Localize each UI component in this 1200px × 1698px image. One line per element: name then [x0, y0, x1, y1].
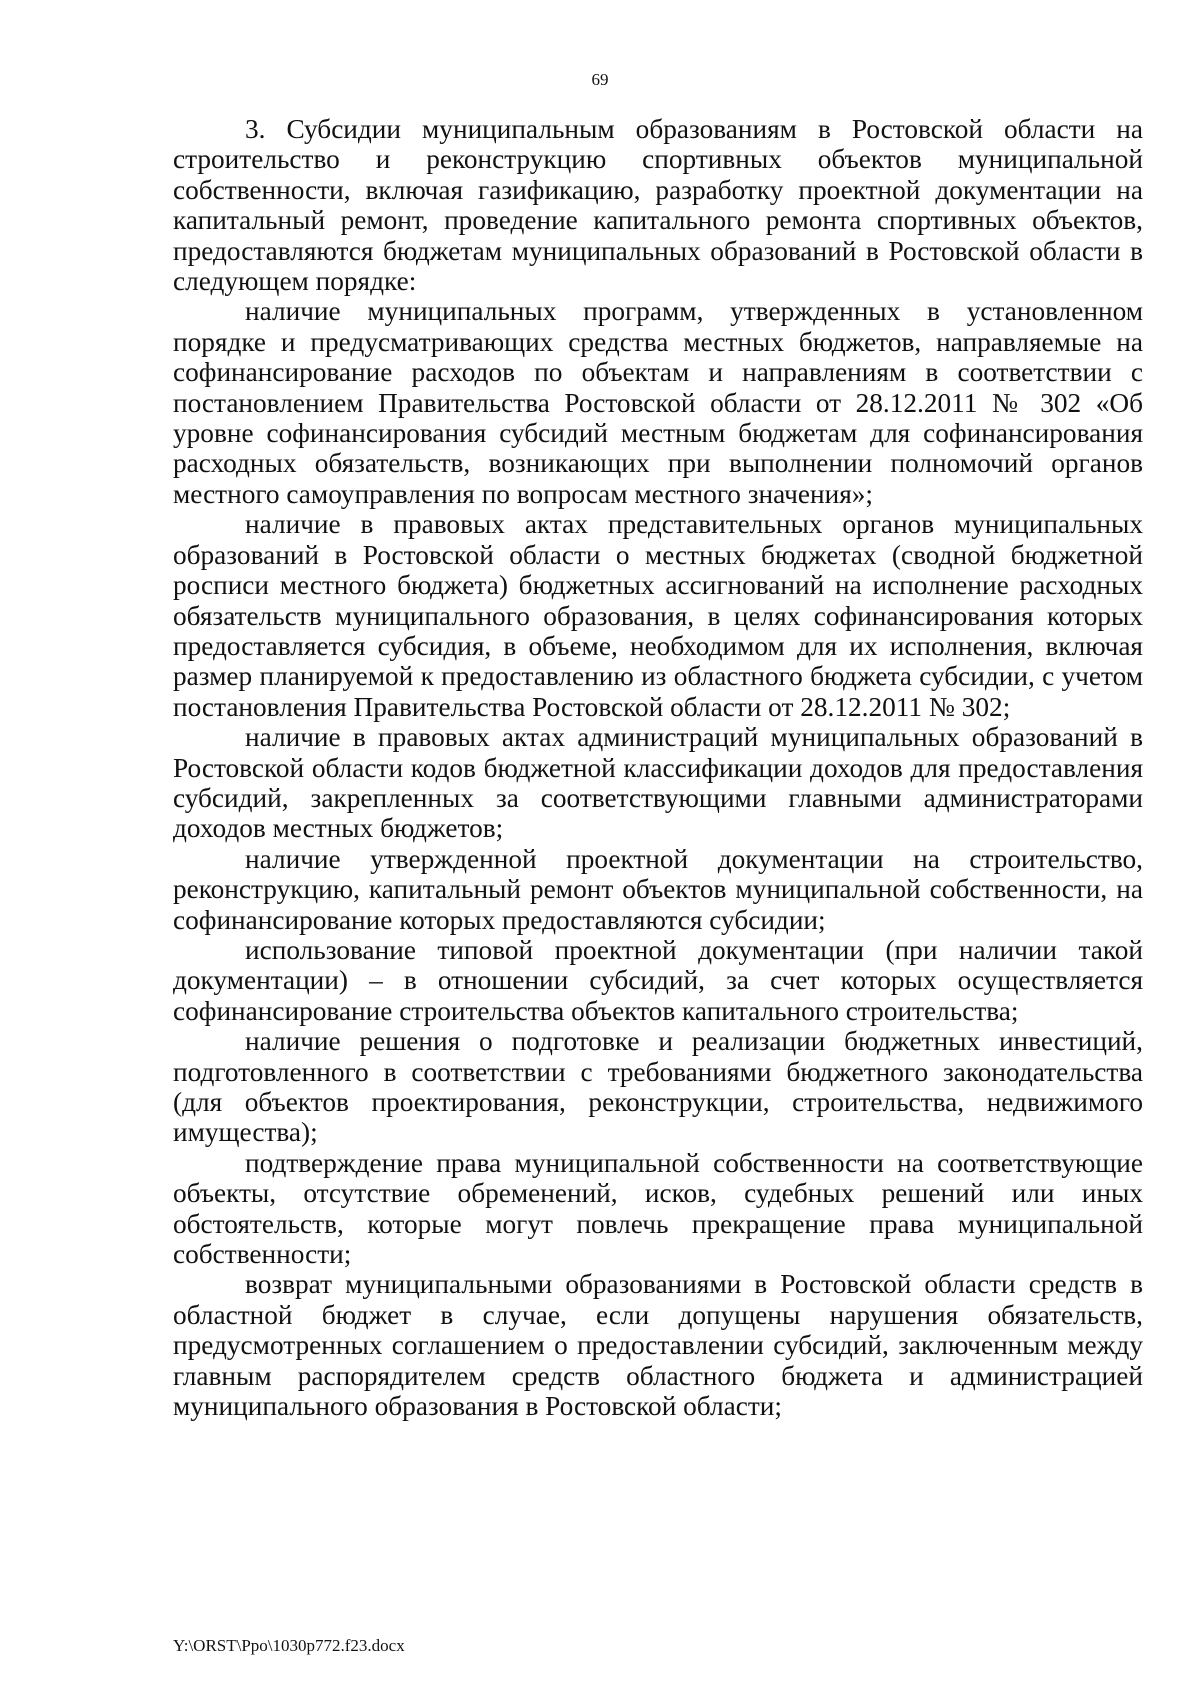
footer-file-path: Y:\ORST\Ppo\1030p772.f23.docx — [173, 1636, 405, 1655]
paragraph-classification-codes: наличие в правовых актах администраций муниципальных образований в Ростовской области кодов бюджетной классификации доходов для предоставления субсидий, закрепленных за соответствующими главными администраторами доходов местных бюджетов; — [173, 722, 1143, 844]
page-number: 69 — [591, 70, 609, 89]
paragraph-municipal-programs: наличие муниципальных программ, утвержденных в установленном порядке и предусматривающих средства местных бюджетов, направляемые на софинансирование расходов по объектам и направлениям в соответствии с постановлением Правительства Ростовской области от 28.12.2011 № 302 «Об уровне софинансирования субсидий местным бюджетам для софинансирования расходных обязательств, возникающих при выполнении полномочий органов местного самоуправления по вопросам местного значения»; — [173, 296, 1143, 509]
paragraph-project-documentation: наличие утвержденной проектной документации на строительство, реконструкцию, капитальный ремонт объектов муниципальной собственности, на софинансирование которых предоставляются субсидии; — [173, 843, 1143, 935]
paragraph-budget-allocations: наличие в правовых актах представительных органов муниципальных образований в Ростовской области о местных бюджетах (сводной бюджетной росписи местного бюджета) бюджетных ассигнований на исполнение расходных обязательств муниципального образования, в целях софинансирования которых предоставляется субсидия, в объеме, необходимом для их исполнения, включая размер планируемой к предоставлению из областного бюджета субсидии, с учетом постановления Правительства Ростовской области от 28.12.2011 № 302; — [173, 509, 1143, 722]
paragraph-typical-documentation: использование типовой проектной документации (при наличии такой документации) – в отношении субсидий, за счет которых осуществляется софинансирование строительства объектов капитального строительства; — [173, 934, 1143, 1026]
paragraph-funds-return: возврат муниципальными образованиями в Ростовской области средств в областной бюджет в случае, если допущены нарушения обязательств, предусмотренных соглашением о предоставлении субсидий, заключенным между главным распорядителем средств областного бюджета и администрацией муниципального образования в Ростовской области; — [173, 1269, 1143, 1422]
document-body — [173, 114, 1143, 1421]
paragraph-ownership-confirmation: подтверждение права муниципальной собственности на соответствующие объекты, отсутствие обременений, исков, судебных решений или иных обстоятельств, которые могут повлечь прекращение права муниципальной собственности; — [173, 1147, 1143, 1270]
paragraph-investment-decision: наличие решения о подготовке и реализации бюджетных инвестиций, подготовленного в соответствии с требованиями бюджетного законодательства (для объектов проектирования, реконструкции, строительства, недвижимого имущества); — [173, 1026, 1143, 1148]
paragraph-subsidy-intro: 3. Субсидии муниципальным образованиям в Ростовской области на строительство и реконструкцию спортивных объектов муниципальной собственности, включая газификацию, разработку проектной документации на капитальный ремонт, проведение капитального ремонта спортивных объектов, предоставляются бюджетам муниципальных образований в Ростовской области в следующем порядке: — [173, 114, 1143, 297]
